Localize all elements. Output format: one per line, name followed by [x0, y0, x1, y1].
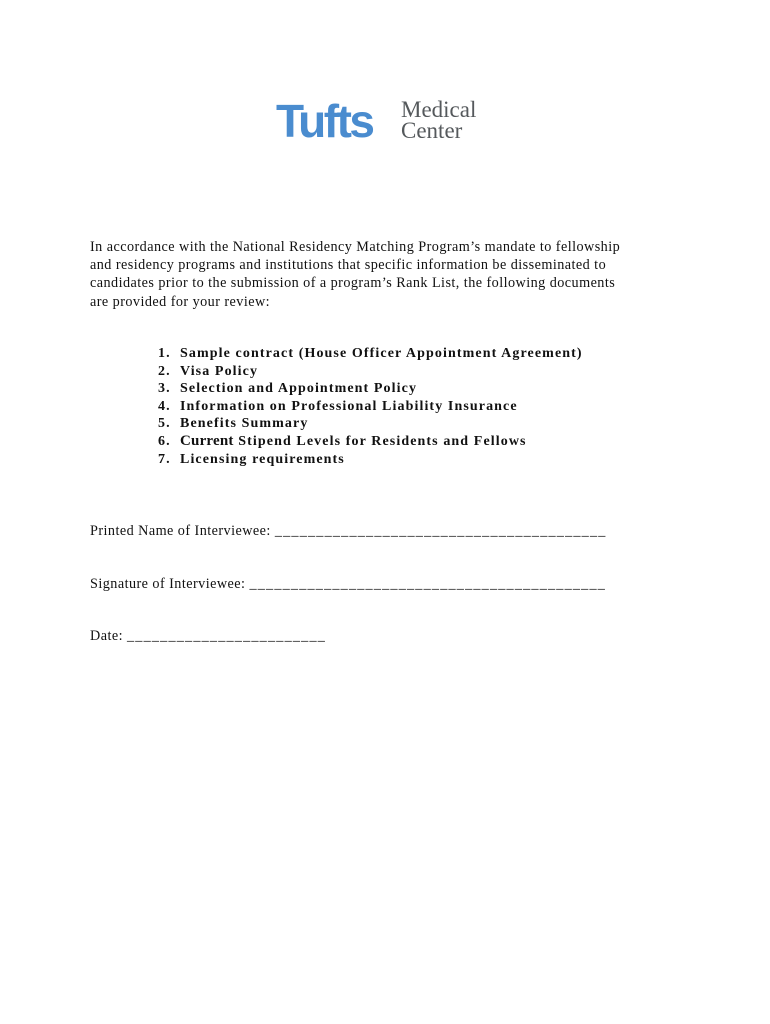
list-item	[158, 380, 583, 398]
list-item	[158, 415, 583, 433]
document-list	[158, 345, 583, 468]
list-item-text: Benefits Summary	[180, 416, 309, 432]
list-item-text: Visa Policy	[180, 363, 259, 379]
list-item-text: Selection and Appointment Policy	[180, 381, 418, 397]
intro-line: and residency programs and institutions that specific information be disseminated to	[90, 257, 607, 274]
logo-line-center: Center	[401, 118, 463, 143]
date-field[interactable]	[90, 627, 326, 645]
list-number: 3.	[158, 381, 171, 397]
tufts-medical-center-logo	[276, 95, 506, 150]
signature-label: Signature of Interviewee:	[90, 576, 250, 592]
logo-line-medical: Medical	[401, 97, 477, 122]
printed-name-field[interactable]	[90, 522, 607, 540]
list-item-text: Information on Professional Liability Insurance	[180, 398, 518, 414]
list-number: 7.	[158, 451, 171, 467]
list-item	[158, 363, 583, 381]
list-number: 6.	[158, 433, 171, 449]
printed-name-line[interactable]: ________________________________________	[274, 523, 607, 539]
signature-field[interactable]	[90, 575, 606, 593]
logo-wordmark: Tufts	[276, 95, 373, 147]
list-number: 4.	[158, 398, 171, 414]
logo-subtitle	[401, 99, 476, 141]
list-item-text: Stipend Levels for Residents and Fellows	[233, 433, 527, 449]
intro-line: are provided for your review:	[90, 293, 271, 310]
printed-name-label: Printed Name of Interviewee:	[90, 523, 275, 539]
list-item	[158, 398, 583, 416]
list-item-text: Licensing requirements	[180, 451, 345, 467]
date-label: Date:	[90, 628, 127, 644]
list-number: 2.	[158, 363, 171, 379]
date-line[interactable]: ________________________	[126, 628, 327, 644]
list-number: 5.	[158, 416, 171, 432]
list-item	[158, 451, 583, 469]
signature-line[interactable]: ___________________________________________	[249, 576, 607, 592]
intro-paragraph	[90, 238, 680, 311]
list-item	[158, 345, 583, 363]
list-item	[158, 433, 583, 451]
intro-line: In accordance with the National Residency Matching Program’s mandate to fellowship	[90, 239, 621, 255]
list-number: 1.	[158, 346, 171, 361]
list-item-text-current: Current	[180, 432, 234, 449]
list-item-text: Sample contract (House Officer Appointment Agreement)	[180, 346, 583, 361]
intro-line: candidates prior to the submission of a program’s Rank List, the following documents	[90, 275, 616, 292]
